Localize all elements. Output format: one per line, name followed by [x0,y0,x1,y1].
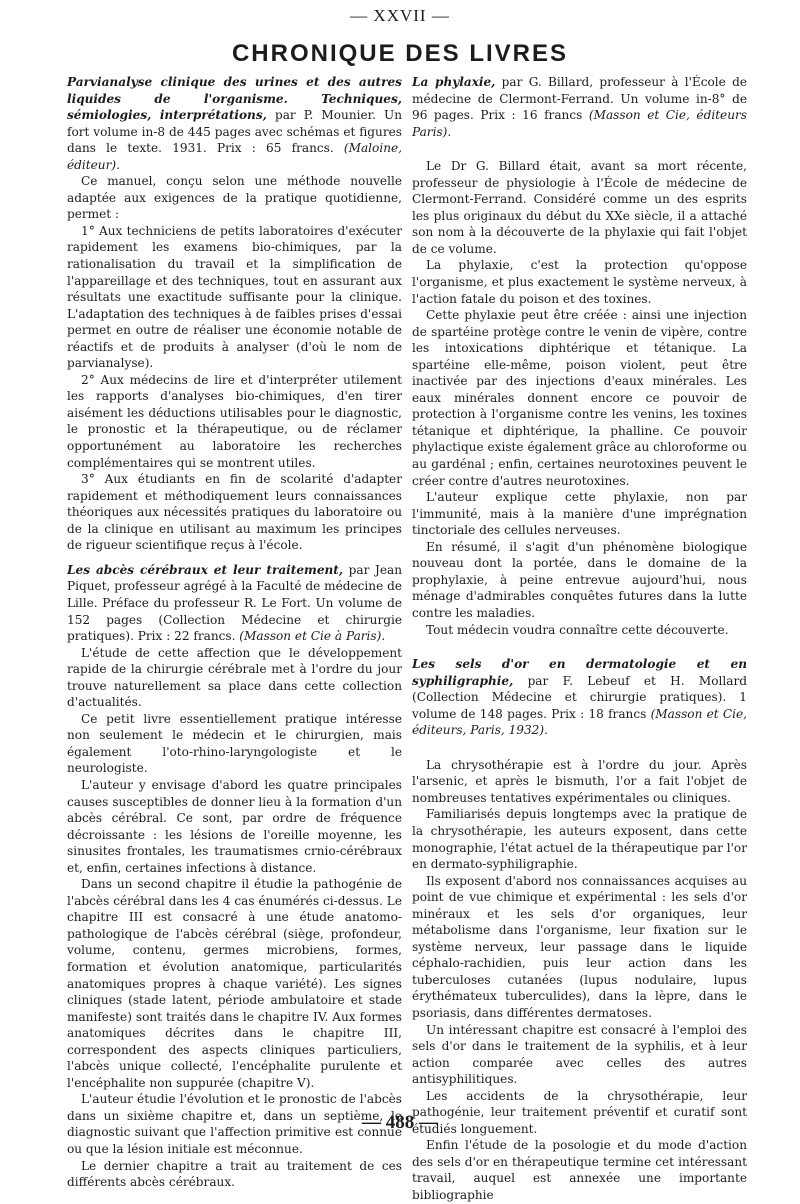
book-publisher: (Masson et Cie à Paris). [239,629,386,644]
review-paragraph: La phylaxie, c'est la protection qu'oppose l'organisme, et plus exactement le système nerveux, à l'action fatale du poison et des toxines. [412,258,747,306]
review-paragraph: 3° Aux étudiants en fin de scolarité d'adapter rapidement et méthodiquement leurs connaissances théoriques aux nécessités pratiques du laboratoire ou de la clinique en utilisant au maximum les principes de rigueur scientifique reçus à l'école. [67,472,402,553]
book-title: La phylaxie, [412,75,496,89]
book-details: par F. Lebeuf et H. Mollard (Collection Médecine et chirurgie pratiques). 1 volume de 148 pages. Prix : 18 francs [412,673,747,721]
book-title: Parvianalyse clinique des urines et des autres liquides de l'organisme. Techniques, sémiologies, interprétations, [67,75,402,123]
left-column [67,74,402,1191]
book-details: par P. Mounier. Un fort volume in-8 de 445 pages avec schémas et figures dans le texte. 1931. Prix : 65 francs. [67,108,402,156]
review-paragraph: Ce petit livre essentiellement pratique intéresse non seulement le médecin et le chirurgien, mais également l'oto-rhino-laryngologiste et le neurologiste. [67,711,402,776]
review-paragraph: Dans un second chapitre il étudie la pathogénie de l'abcès cérébral dans les 4 cas énumérés ci-dessus. Le chapitre III est consacré à une étude anatomo-pathologique de l'abcès cérébral (siège, profondeur, volume, contenu, germes microbiens, formes, formation et évolution anatomique, particularités anatomiques propres à chaque variété). Les signes cliniques (stade latent, période ambulatoire et stade manifeste) sont traités dans le chapitre IV. Aux formes anatomiques décrites dans le chapitre III, correspondent des aspects cliniques particuliers, l'abcès unique collecté, l'encéphalite purulente et l'encéphalite non suppurée (chapitre V). [67,877,402,1090]
right-column [412,74,747,1204]
review-heading [67,74,402,173]
review-paragraph: L'auteur y envisage d'abord les quatre principales causes susceptibles de donner lieu à la formation d'un abcès cérébral. Ce sont, par ordre de fréquence décroissante : les lésions de l'oreille moyenne, les sinusites frontales, les traumatismes crnio-cérébraux et, enfin, certaines infections à distance. [67,777,402,875]
review-paragraph: Tout médecin voudra connaître cette découverte. [426,622,729,637]
review-paragraph: Ce manuel, conçu selon une méthode nouvelle adaptée aux exigences de la pratique quotidienne, permet : [67,174,402,222]
book-publisher: (Masson et Cie, éditeurs Paris). [412,108,747,139]
review-paragraph: Le Dr G. Billard était, avant sa mort récente, professeur de physiologie à l'École de médecine de Clermont-Ferrand. Considéré comme un des esprits les plus originaux du début du XXe siècle, il a attaché son nom à la découverte de la phylaxie qui fait l'objet de ce volume. [412,159,747,256]
review-paragraph: Ils exposent d'abord nos connaissances acquises au point de vue chimique et expérimental : les sels d'or minéraux et les sels d'or organiques, leur métabolisme dans l'organisme, leur fixation sur le système nerveux, leur passage dans le liquide céphalo-rachidien, puis leur action dans les tuberculoses cutanées (lupus nodulaire, lupus érythémateux tuberculides), dans la lèpre, dans le psoriasis, dans différentes dermatoses. [412,873,747,1020]
review-paragraph: Le dernier chapitre a trait au traitement de ces différents abcès cérébraux. [67,1158,402,1190]
book-details: par Jean Piquet, professeur agrégé à la Faculté de médecine de Lille. Préface du professeur R. Le Fort. Un volume de 152 pages (Collection Médecine et chirurgie pratiques). Prix : 22 francs. [67,562,402,644]
review-heading [412,74,747,140]
review-paragraph: L'auteur étudie l'évolution et le pronostic de l'abcès dans un sixième chapitre et, dans un septième, le diagnostic suivant que l'affection primitive est connue ou que la lésion initiale est méconnue. [67,1092,402,1156]
section-title: CHRONIQUE DES LIVRES [231,40,569,67]
book-title: Les sels d'or en dermatologie et en syphiligraphie, [412,657,747,688]
review-paragraph: L'étude de cette affection que le développement rapide de la chirurgie cérébrale met à l'ordre du jour trouve naturellement sa place dans cette collection d'actualités. [67,645,402,710]
page-number: — 488 — [362,1112,438,1133]
running-head: — XXVII — [350,6,450,25]
review-paragraph: Un intéressant chapitre est consacré à l'emploi des sels d'or dans le traitement de la syphilis, et à leur action comparée avec celles des autres antisyphilitiques. [412,1022,747,1087]
review-paragraph: En résumé, il s'agit d'un phénomène biologique nouveau dont la portée, dans le domaine de la prophylaxie, à peine entrevue aujourd'hui, nous ménage d'admirables conquêtes futures dans la lutte contre les maladies. [412,539,747,620]
review-paragraph: L'auteur explique cette phylaxie, non par l'immunité, mais à la manière d'une imprégnation tinctoriale des cellules nerveuses. [412,490,747,538]
review-heading [67,562,402,645]
review-paragraph: 1° Aux techniciens de petits laboratoires d'exécuter rapidement les examens bio-chimiques, par la rationalisation du travail et la simplification de l'appareillage et des techniques, tout en assurant aux résultats une exactitude suffisante pour la clinique. L'adaptation des techniques à de faibles prises d'essai permet en outre de réaliser une économie notable de réactifs et de produits à analyser (d'où le nom de parvianalyse). [67,223,402,371]
review-paragraph: Enfin l'étude de la posologie et du mode d'action des sels d'or en thérapeutique termine cet intéressant travail, auquel est annexée une importante bibliographie [412,1138,747,1202]
book-details: par G. Billard, professeur à l'École de médecine de Clermont-Ferrand. Un volume in-8° de 96 pages. Prix : 16 francs [412,75,747,123]
review-paragraph: La chrysothérapie est à l'ordre du jour. Après l'arsenic, et après le bismuth, l'or a fait l'objet de nombreuses tentatives expérimentales ou cliniques. [412,757,747,805]
review-paragraph: Cette phylaxie peut être créée : ainsi une injection de spartéine protège contre le venin de vipère, contre les intoxications diphtérique et tétanique. La spartéine elle-même, poison violent, peut être inactivée par des injections d'eaux minérales. Les eaux minérales donnent encore ce pouvoir de protection à l'organisme contre les venins, les toxines tétanique et diphtérique, la phalline. Ce pouvoir phylactique existe également grâce au chloroforme ou au gardénal ; enfin, certaines neurotoxines peuvent le créer contre d'autres neurotoxines. [412,308,747,488]
review-paragraph: 2° Aux médecins de lire et d'interpréter utilement les rapports d'analyses bio-chimiques, d'en tirer aisément les déductions utilisables pour le diagnostic, le pronostic et la thérapeutique, ou de réclamer opportunément au laboratoire les recherches complémentaires qui se montrent utiles. [67,372,402,470]
review-paragraph: Les accidents de la chrysothérapie, leur pathogénie, leur traitement préventif et curatif sont étudiés longuement. [412,1088,747,1136]
book-publisher: (Masson et Cie, éditeurs, Paris, 1932). [412,706,748,738]
review-heading [412,656,747,739]
book-title: Les abcès cérébraux et leur traitement, [67,562,344,577]
review-paragraph: Familiarisés depuis longtemps avec la pratique de la chrysothérapie, les auteurs exposent, dans cette monographie, l'état actuel de la thérapeutique par l'or en dermato-syphiligraphie. [412,807,747,872]
book-publisher: (Maloine, éditeur). [67,141,402,172]
